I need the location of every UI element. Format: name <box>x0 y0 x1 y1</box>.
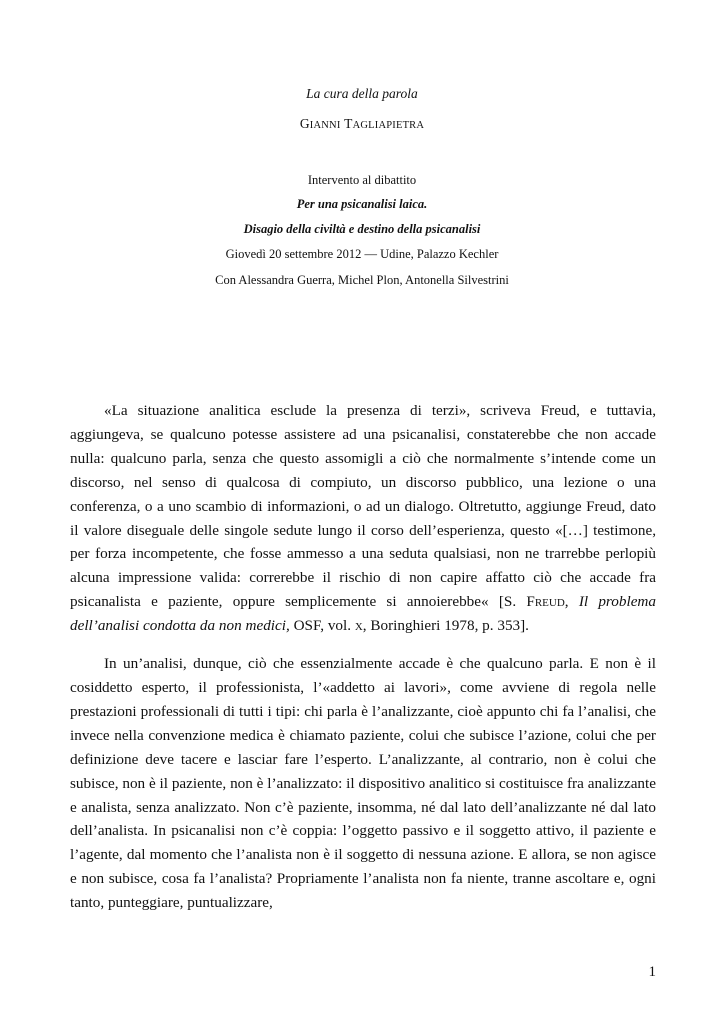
author-last-rest: AGLIAPIETRA <box>352 120 425 131</box>
citation-tail: , Boringhieri 1978, p. 353]. <box>362 617 529 635</box>
document-title: La cura della parola <box>306 86 418 101</box>
citation-volume: x <box>354 617 363 635</box>
paragraph-1 <box>70 399 656 638</box>
debate-subtitle: Disagio della civiltà e destino della psicanalisi <box>243 222 481 236</box>
debate-title: Per una psicanalisi laica. <box>296 197 428 211</box>
author-first-rest: IANNI <box>309 120 341 131</box>
intro-line: Intervento al dibattito <box>307 173 417 187</box>
date-place: Giovedì 20 settembre 2012 — Udine, Palazzo Kechler <box>225 247 499 261</box>
author-name <box>0 116 724 134</box>
author-first-initial: G <box>299 116 310 131</box>
citation-author: Freud <box>526 593 565 611</box>
citation-open: [S. <box>488 593 527 611</box>
paragraph-2: In un’analisi, dunque, ciò che essenzialmente accade è che qualcuno parla. E non è il cosiddetto esperto, il professionista, l’«addetto ai lavori», come avviene di regola nelle prestazioni professionali di tutti i tipi: chi parla è l’analizzante, cioè appunto chi fa l’analisi, che invece nella convenzione medica è chiamato paziente, colui che subisce l’azione, colui che per definizione deve tacere e lasciar fare l’esperto. L’analizzante, al contrario, non è colui che subisce, non è il paziente, non è l’analizzato: il dispositivo analitico si costituisce fra analizzante e analista, senza analizzato. Non c’è paziente, insomma, né dal lato dell’analizzante né dal lato dell’analista. In psicanalisi non c’è coppia: l’oggetto passivo e il soggetto attivo, il paziente e l’agente, dal momento che l’analista non è il soggetto di nessuna azione. E allora, se non agisce e non subisce, cosa fa l’analista? Propriamente l’analista non fa niente, tranne ascoltare e, ogni tanto, punteggiare, puntualizzare, <box>70 655 656 912</box>
citation-sep: , <box>564 593 579 611</box>
citation-work: Il problema dell’analisi condotta da non medici, <box>70 593 656 635</box>
author-last-initial: T <box>344 116 353 131</box>
paragraph-1-text: «La situazione analitica esclude la presenza di terzi», scriveva Freud, e tuttavia, aggiungeva, se qualcuno potesse assistere ad una psicanalisi, constaterebbe che non accade nulla: qualcuno parla, senza che questo assomigli a ciò che normalmente s’intende come un discorso, nel senso di qualcosa di compiuto, un discorso pubblico, una lezione o una conferenza, o a uno scambio di informazioni, o ad un dialogo. Oltretutto, aggiunge Freud, dato il valore diseguale delle singole sedute lungo il corso dell’esperienza, questo «[…] testimone, per forza incompetente, che fosse ammesso a una seduta qualsiasi, non ne trarrebbe perlopiù alcuna impressione valida: correrebbe il rischio di non capire affatto ciò che accade fra psicanalista e paziente, oppure semplicemente si annoierebbe« <box>70 402 656 611</box>
page-number: 1 <box>648 964 656 980</box>
body-text <box>70 399 656 915</box>
citation-osf: OSF, vol. <box>289 617 355 635</box>
participants: Con Alessandra Guerra, Michel Plon, Antonella Silvestrini <box>215 273 509 287</box>
